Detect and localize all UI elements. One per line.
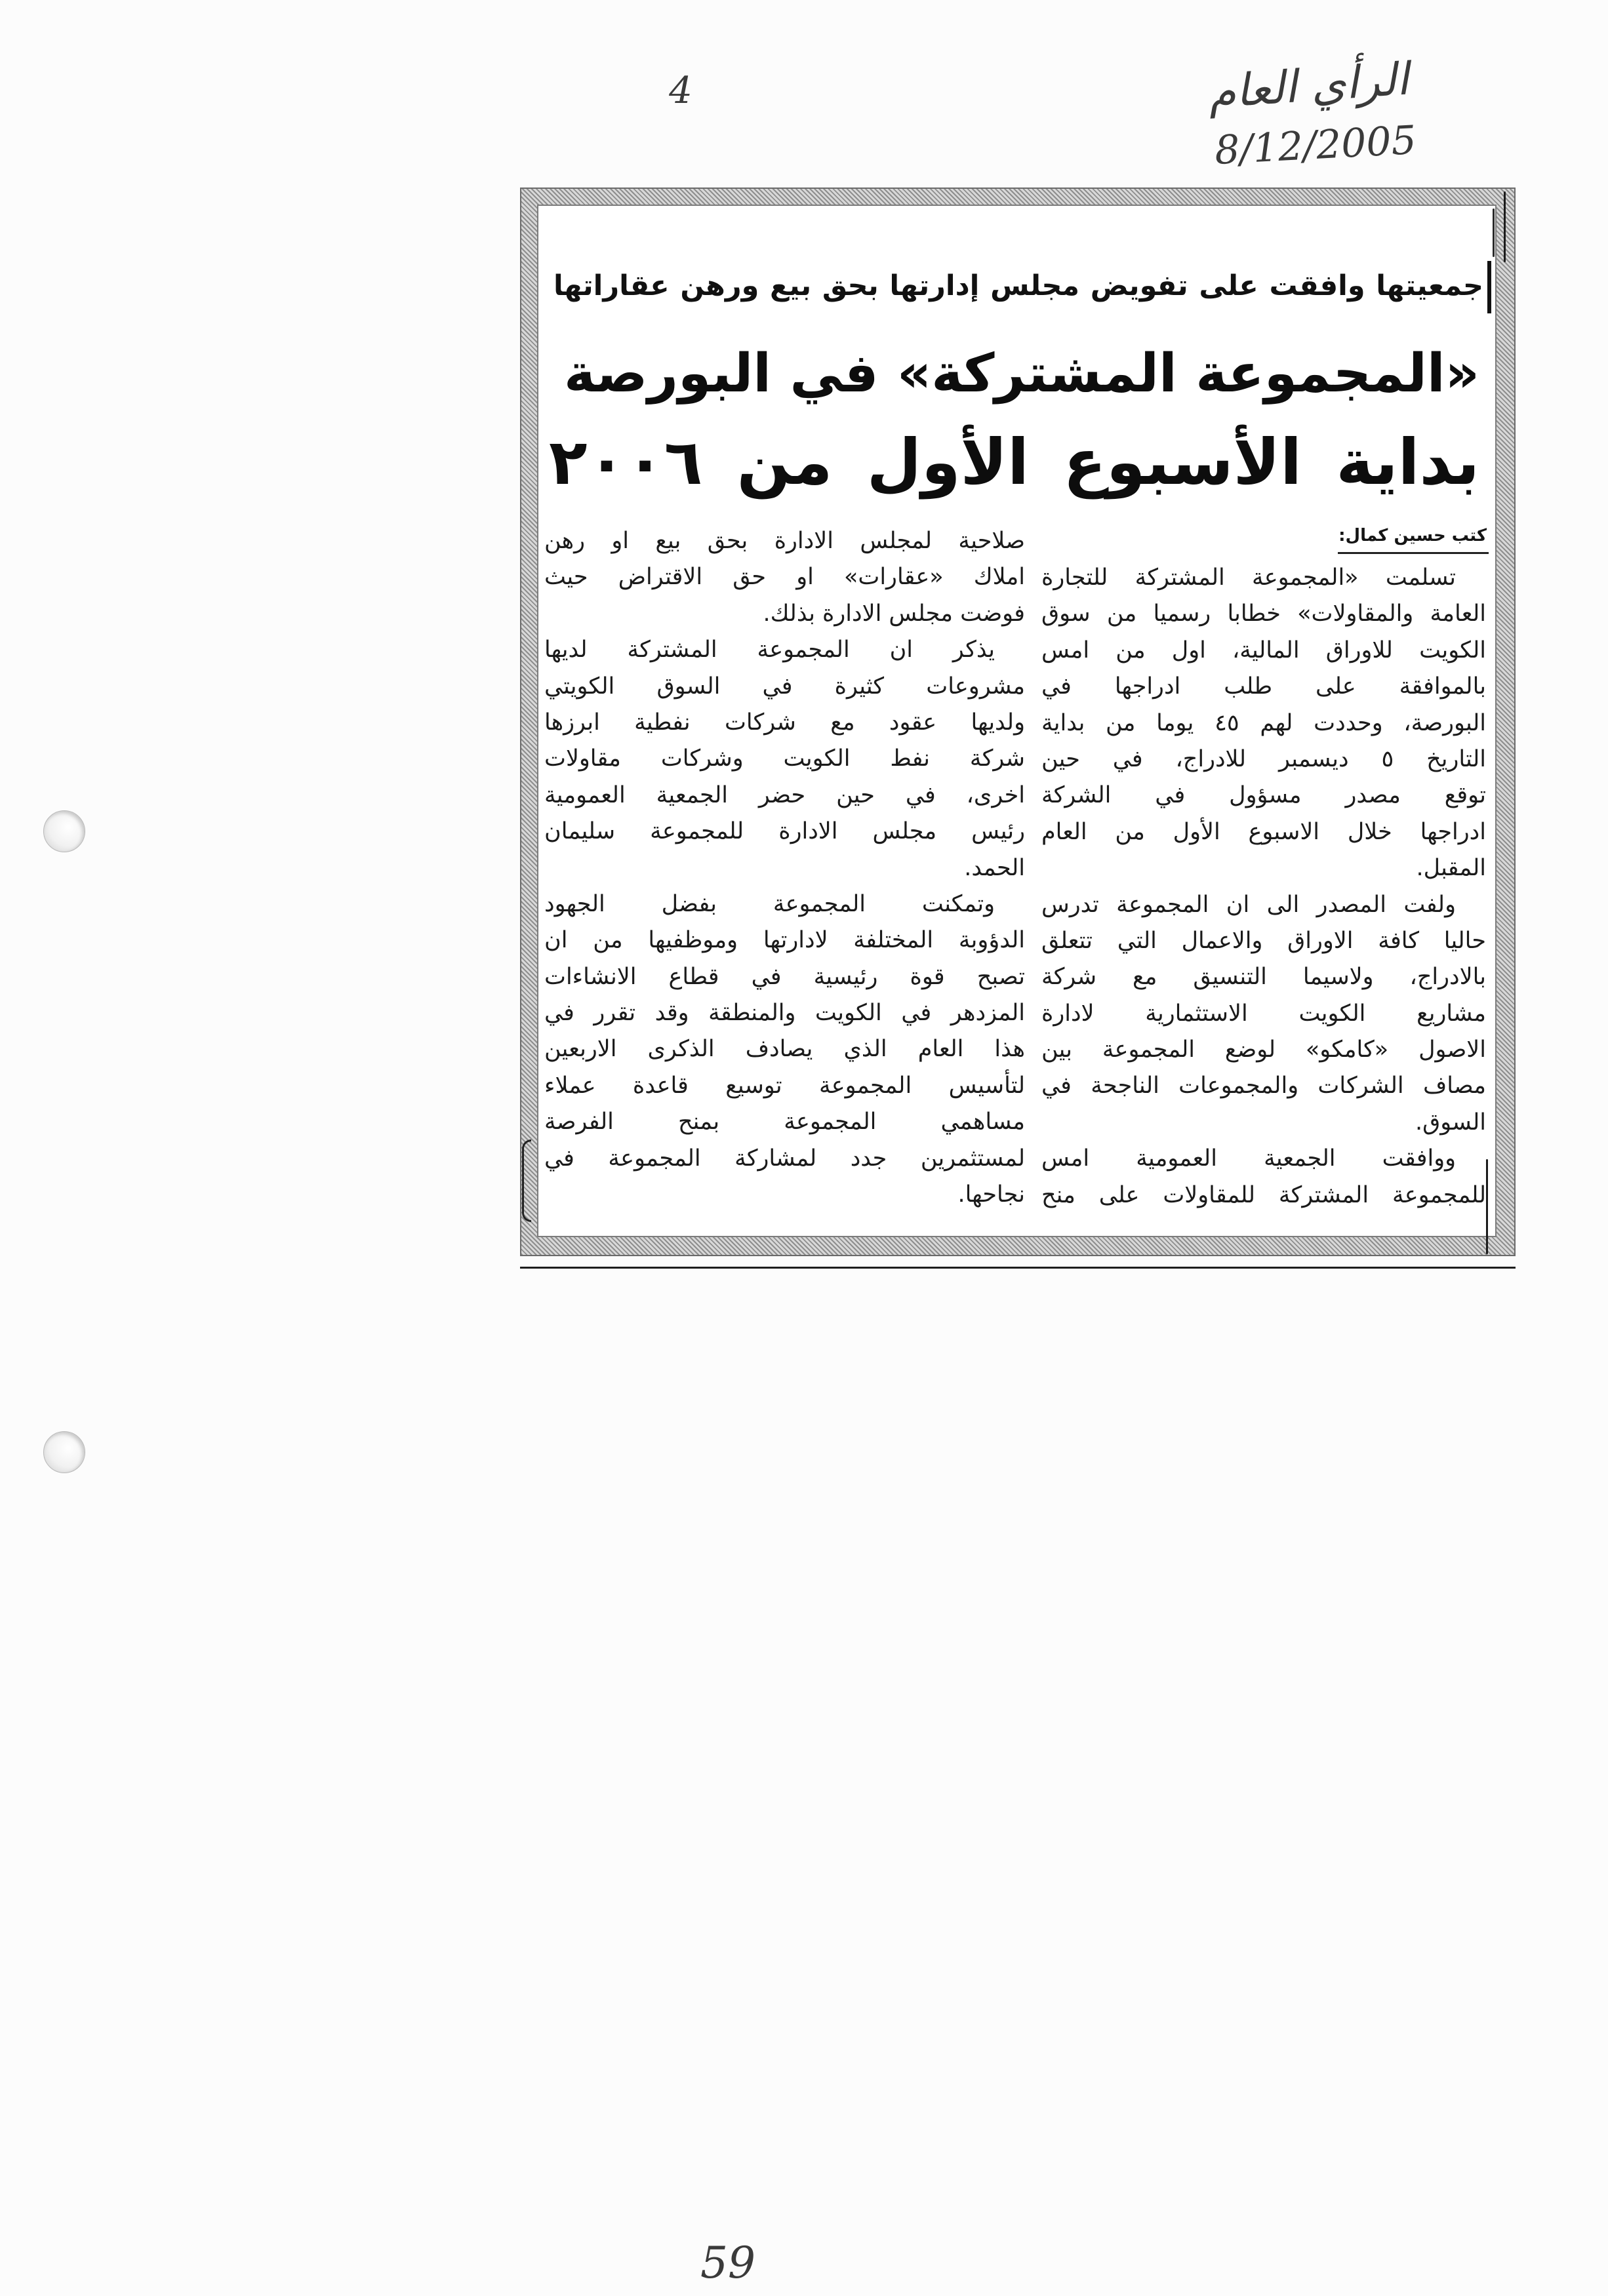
handwritten-mark: 4 [669,69,693,112]
article-line: املاك «عقارات» او حق الاقتراض حيث [544,564,1025,591]
cut-mark [1493,208,1495,257]
article-line: فوضت مجلس الادارة بذلك. [763,600,1025,627]
article-line: المزدهر في الكويت والمنطقة وقد تقرر في [544,1000,1025,1027]
article-line: توقع مصدر مسؤول في الشركة [1041,782,1486,809]
article-line: حاليا كافة الاوراق والاعمال التي تتعلق [1041,927,1486,954]
article-line: مصاف الشركات والمجموعات الناجحة في [1041,1073,1486,1099]
cut-mark [522,1139,531,1222]
article-line: السوق. [1415,1109,1486,1136]
handwritten-page-number: 59 [700,2238,755,2288]
article-line: شركة نفط الكويت وشركات مقاولات [544,745,1025,772]
article-line: المقبل. [1416,855,1486,882]
article-line: الحمد. [964,854,1025,881]
article-column-left [544,523,1025,1213]
article-headline-line-2: بداية الأسبوع الأول من ٢٠٠٦ [549,426,1479,499]
article-line: ادراجها خلال الاسبوع الأول من العام [1041,818,1486,845]
article-line: تصبح قوة رئيسية في قطاع الانشاءات [544,963,1025,990]
article-line: ولديها عقود مع شركات نفطية ابرزها [544,709,1025,736]
article-line: الكويت للاوراق المالية، اول من امس [1041,637,1486,663]
article-line: البورصة، وحددت لهم ٤٥ يوما من بداية [1041,709,1486,736]
article-headline-line-1: «المجموعة المشتركة» في البورصة [564,343,1479,405]
article-kicker: جمعيتها وافقت على تفويض مجلس إدارتها بحق بيع ورهن عقاراتها [553,269,1483,302]
article-line: التاريخ ٥ ديسمبر للادراج، في حين [1041,745,1486,772]
kicker-rule [1487,261,1491,313]
article-line: وتمكنت المجموعة بفضل الجهود [544,890,995,917]
article-line: رئيس مجلس الادارة للمجموعة سليمان [544,818,1025,845]
article-line: بالموافقة على طلب ادراجها في [1041,673,1486,700]
byline-underline [1338,552,1489,554]
article-line: للمجموعة المشتركة للمقاولات على منح [1041,1181,1486,1208]
article-line: العامة والمقاولات» خطابا رسميا من سوق [1041,601,1486,627]
article-line: الدؤوبة المختلفة لادارتها وموظفيها من ان [544,927,1025,954]
handwritten-source-note: الرأي العام [1206,53,1411,119]
article-line: تسلمت «المجموعة المشتركة للتجارة [1041,564,1456,591]
article-line: اخرى، في حين حضر الجمعية العمومية [544,782,1025,808]
article-line: هذا العام الذي يصادف الذكرى الاربعين [544,1036,1025,1063]
cut-mark [1486,1159,1488,1254]
article-line: مشروعات كثيرة في السوق الكويتي [544,673,1025,700]
article-line: بالادراج، ولاسيما التنسيق مع شركة [1041,964,1486,991]
article-line: الاصول «كامكو» لوضع المجموعة بين [1041,1037,1486,1063]
article-line: نجاحها. [957,1181,1025,1208]
article-line: ولفت المصدر الى ان المجموعة تدرس [1041,891,1456,918]
article-byline: كتب حسين كمال: [1338,526,1487,545]
article-line: لتأسيس المجموعة توسيع قاعدة عملاء [544,1072,1025,1099]
article-line: مشاريع الكويت الاستثمارية لادارة [1041,1000,1486,1027]
article-line: صلاحية لمجلس الادارة بحق بيع او رهن [544,528,1025,554]
punch-hole [43,810,85,852]
article-line: يذكر ان المجموعة المشتركة لديها [544,637,995,663]
article-line: مساهمي المجموعة بمنح الفرصة [544,1109,1025,1136]
article-line: ووافقت الجمعية العمومية امس [1041,1145,1456,1172]
punch-hole [43,1431,85,1473]
clipping-cut-line [520,1267,1516,1269]
cut-mark [1504,191,1506,262]
article-column-right [1041,560,1486,1214]
handwritten-date-note: 8/12/2005 [1213,117,1418,174]
article-line: لمستثمرين جدد لمشاركة المجموعة في [544,1145,1025,1172]
